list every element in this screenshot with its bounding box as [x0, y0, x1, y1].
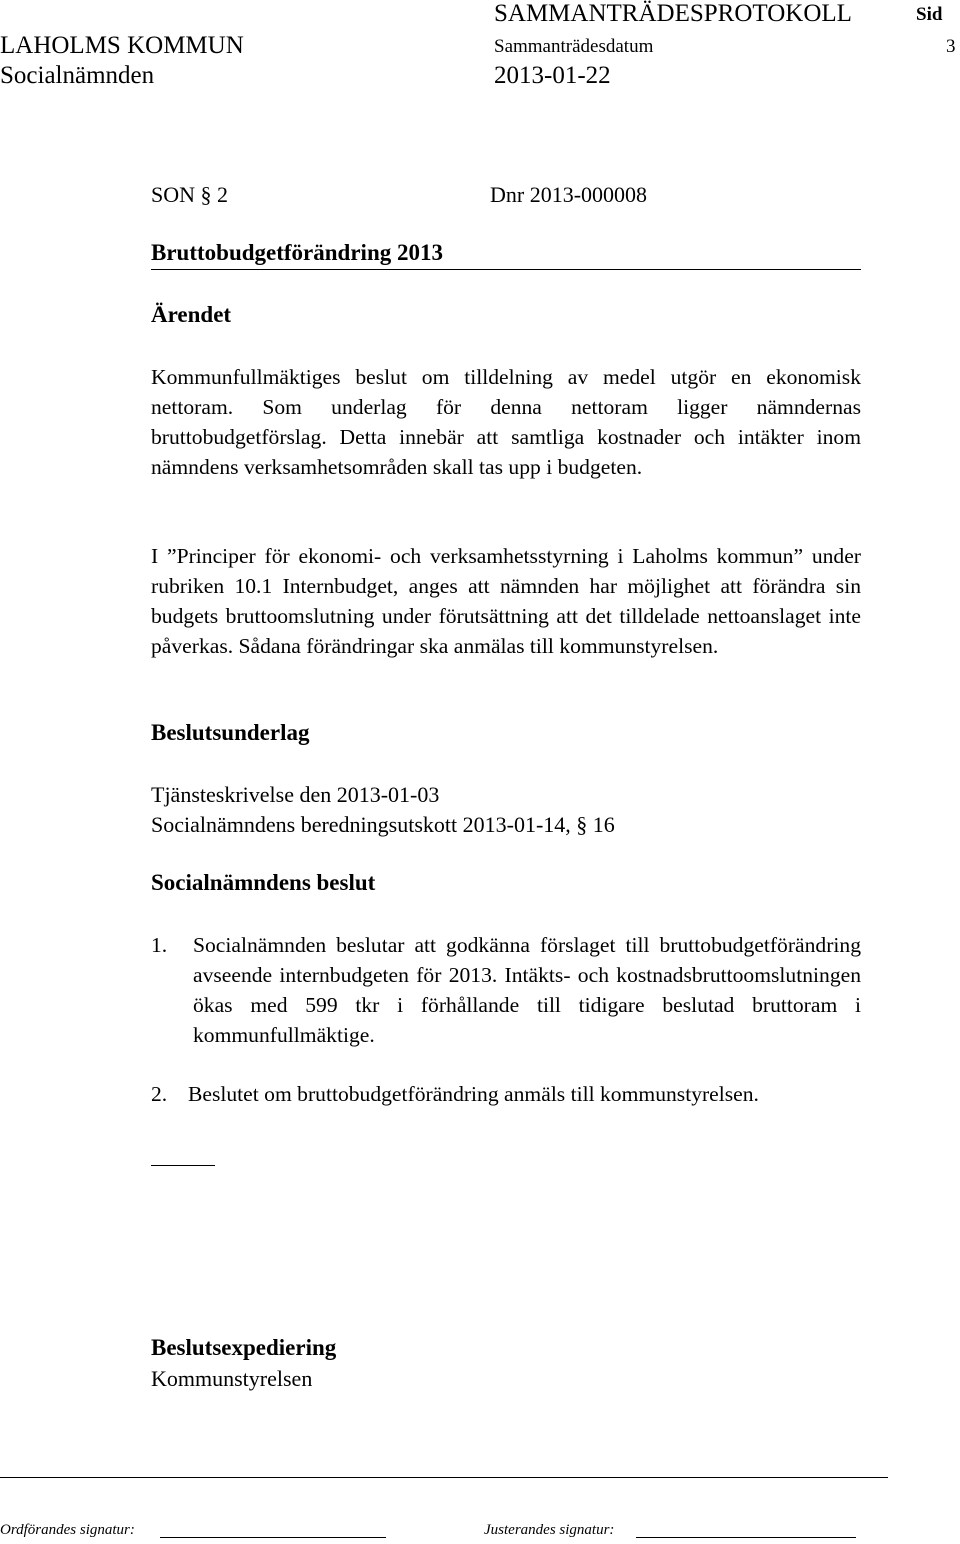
- arendet-paragraph-1: Kommunfullmäktiges beslut om tilldelning av medel utgör en ekonomisk nettoram. Som underlag för denna nettoram ligger nämndernas bruttobudgetförslag. Detta innebär att samtliga kostnader och intäkter inom nämndens verksamhetsområden skall tas upp i budgeten.: [151, 365, 861, 479]
- expediering-recipient: Kommunstyrelsen: [151, 1366, 313, 1391]
- diary-number: Dnr 2013-000008: [490, 182, 648, 207]
- beslut-point-text: Beslutet om bruttobudgetförändring anmäls till kommunstyrelsen.: [188, 1082, 759, 1106]
- organization-name: LAHOLMS KOMMUN: [0, 32, 244, 59]
- beslutsunderlag-item: Socialnämndens beredningsutskott 2013-01-14, § 16: [151, 812, 615, 837]
- beslut-heading: Socialnämndens beslut: [151, 870, 376, 895]
- title-underline: [151, 269, 861, 270]
- adjuster-signature-label: Justerandes signatur:: [484, 1522, 615, 1538]
- arendet-paragraph-2: I ”Principer för ekonomi- och verksamhetsstyrning i Laholms kommun” under rubriken 10.1 Internbudget, anges att nämnden har möjlighet att förändra sin budgets bruttoomslutning under förutsättning att det tilldelade nettoanslaget inte påverkas. Sådana förändringar ska anmälas till kommunstyrelsen.: [151, 544, 861, 658]
- item-title: Bruttobudgetförändring 2013: [151, 240, 443, 265]
- end-of-decision-rule: [151, 1165, 215, 1166]
- footer-rule: [0, 1477, 888, 1478]
- sid-label: Sid: [916, 4, 943, 25]
- beslut-point-text: Socialnämnden beslutar att godkänna förslaget till bruttobudgetförändring avseende internbudgeten för 2013. Intäkts- och kostnadsbruttoomslutningen ökas med 599 tkr i förhållande till tidigare beslutad bruttoram i kommunfullmäktige.: [193, 933, 861, 1047]
- beslut-point-number: 1.: [151, 933, 168, 957]
- section-reference: SON § 2: [151, 182, 229, 207]
- beslutsexpediering-heading: Beslutsexpediering: [151, 1335, 337, 1360]
- chair-signature-line: [160, 1537, 386, 1538]
- beslut-point: [151, 1079, 861, 1109]
- beslut-point: [151, 930, 861, 1050]
- beslut-point-number: 2.: [151, 1082, 168, 1106]
- committee-name: Socialnämnden: [0, 62, 155, 89]
- protocol-title: SAMMANTRÄDESPROTOKOLL: [494, 0, 852, 27]
- arendet-heading: Ärendet: [151, 302, 232, 327]
- page-number: 3: [946, 36, 956, 57]
- beslutsunderlag-item: Tjänsteskrivelse den 2013-01-03: [151, 782, 440, 807]
- beslutsunderlag-heading: Beslutsunderlag: [151, 720, 310, 745]
- date-label: Sammanträdesdatum: [494, 36, 654, 57]
- chair-signature-label: Ordförandes signatur:: [0, 1522, 135, 1538]
- meeting-date: 2013-01-22: [494, 62, 611, 89]
- adjuster-signature-line: [636, 1537, 856, 1538]
